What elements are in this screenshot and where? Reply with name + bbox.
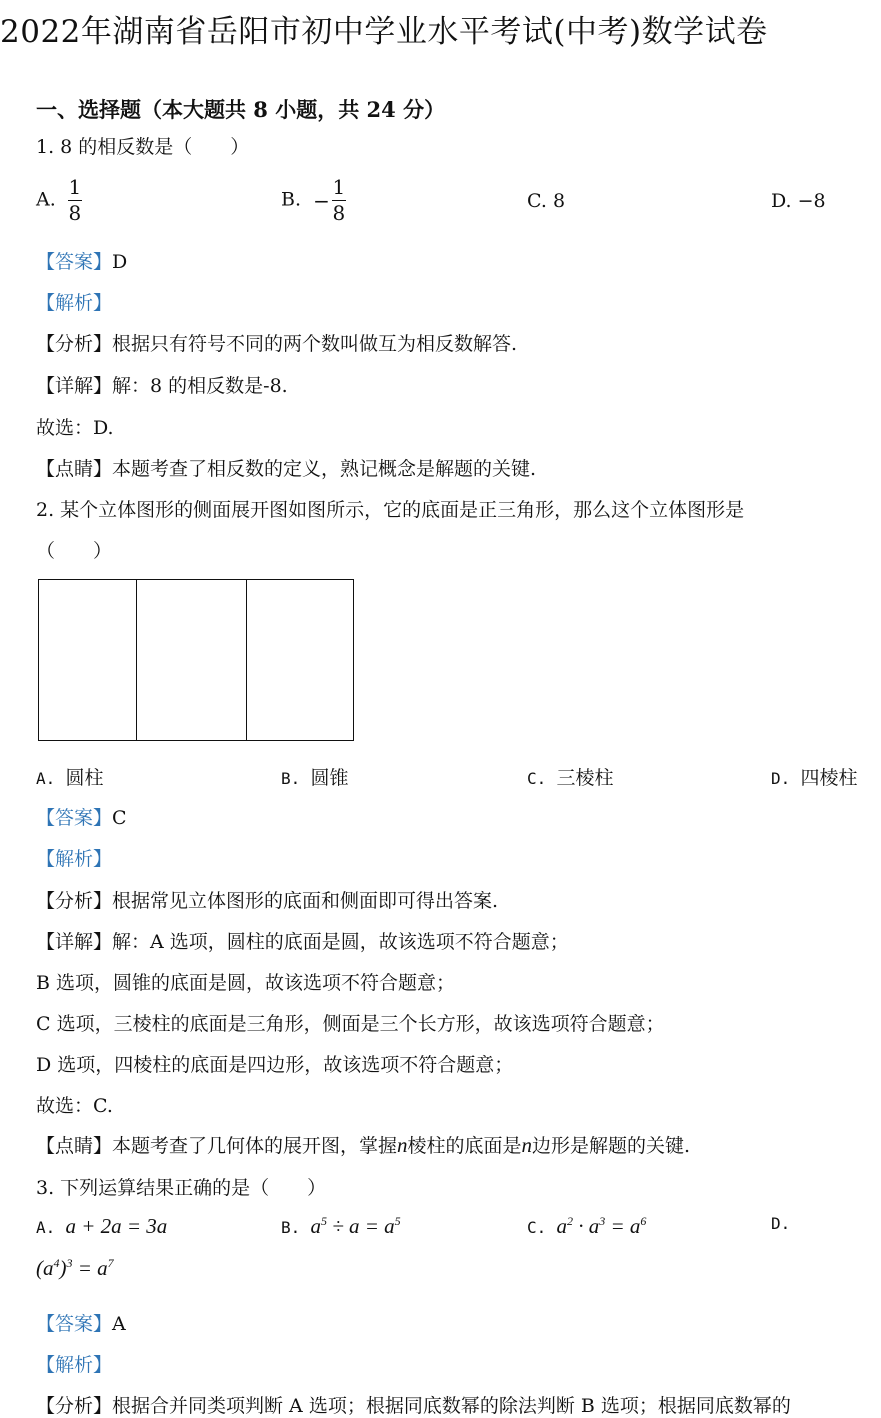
xiangjie-text: 解：A 选项，圆柱的底面是圆，故该选项不符合题意； [112,931,569,953]
question-3-stem: 3. 下列运算结果正确的是（ ） [36,1177,327,1199]
math-variable-n: n [397,1133,408,1157]
q2-fenxi [36,886,498,913]
answer-value: D [112,251,128,273]
math-expression [556,1214,646,1238]
numerator: 1 [332,175,346,199]
option-label: A. [36,769,56,788]
minus-sign: − [313,188,330,213]
fraction [68,176,82,225]
option-label: B. [281,1218,301,1237]
q2-line-c: C 选项，三棱柱的底面是三角形，侧面是三个长方形，故该选项符合题意； [36,1013,665,1035]
math-exponent: 2 [566,1214,573,1228]
question-2-stem-cont: （ ） [36,540,113,562]
xiangjie-tag: 【详解】 [36,931,113,953]
dianjing-text: 棱柱的底面是 [407,1135,522,1157]
page-title: 2022年湖南省岳阳市初中学业水平考试(中考)数学试卷 [0,14,768,50]
denominator: 8 [68,201,82,225]
math-base: a [310,1214,321,1238]
math-base: a [556,1214,567,1238]
xiangjie-text: 解：8 的相反数是-8. [112,375,288,397]
option-label: A. [36,1218,56,1237]
q2-line-d: D 选项，四棱柱的底面是四边形，故该选项不符合题意； [36,1054,514,1076]
math-exponent: 5 [320,1214,327,1228]
math-exponent: 5 [394,1214,401,1228]
fenxi-tag: 【分析】 [36,890,113,912]
math-exponent: 3 [599,1214,606,1228]
fenxi-text: 根据合并同类项判断 A 选项；根据同底数幂的除法判断 B 选项；根据同底数幂的 [112,1395,791,1417]
answer-tag: 【答案】 [36,807,113,829]
q2-xiangjie [36,927,569,954]
q3-option-d-label [771,1214,790,1233]
option-label: B. [281,769,301,788]
q3-option-a [36,1214,167,1239]
q2-option-a [36,763,103,790]
option-label: C. [527,1218,547,1237]
math-operator: = [605,1214,630,1238]
q1-analysis-tag: 【解析】 [36,292,113,314]
answer-tag: 【答案】 [36,1313,113,1335]
math-expression: a + 2a = 3a [65,1214,168,1238]
dianjing-text: 本题考查了相反数的定义，熟记概念是解题的关键. [112,458,537,480]
answer-value: A [112,1313,126,1335]
q1-option-a [36,176,82,225]
q1-option-b [281,176,346,225]
q2-option-d [771,763,857,790]
q1-option-c: C. 8 [527,190,566,212]
math-base: a [629,1214,641,1238]
fenxi-tag: 【分析】 [36,1395,113,1417]
q3-fenxi [36,1391,791,1418]
q2-choose: 故选：C. [36,1095,113,1117]
math-exponent: 6 [640,1214,647,1228]
math-base: a [97,1256,108,1280]
q2-line-b: B 选项，圆锥的底面是圆，故该选项不符合题意； [36,972,456,994]
question-2-stem: 2. 某个立体图形的侧面展开图如图所示，它的底面是正三角形，那么这个立体图形是 [36,499,745,521]
math-exponent: 3 [66,1256,73,1270]
option-label: D. [771,1214,791,1233]
math-base: a [588,1214,600,1238]
q3-answer [36,1309,126,1336]
answer-value: C [112,807,127,829]
question-1-stem: 1. 8 的相反数是（ ） [36,136,250,158]
dianjing-tag: 【点睛】 [36,458,113,480]
q1-xiangjie [36,371,288,398]
fenxi-text: 根据常见立体图形的底面和侧面即可得出答案. [112,890,499,912]
option-text: 圆柱 [65,767,104,789]
answer-tag: 【答案】 [36,251,113,273]
q3-option-b [281,1214,401,1239]
fraction [332,176,346,225]
math-expression [36,1256,114,1280]
net-figure [38,579,354,741]
q2-option-b [281,763,348,790]
fenxi-tag: 【分析】 [36,333,113,355]
math-paren: ) [59,1256,67,1280]
math-paren: ( [36,1256,43,1280]
math-base: a [384,1214,395,1238]
math-operator: = [72,1256,98,1280]
q3-analysis-tag: 【解析】 [36,1354,113,1376]
dianjing-tag: 【点睛】 [36,1135,113,1157]
math-variable-n: n [521,1133,533,1157]
numerator: 1 [68,175,82,199]
q2-analysis-tag: 【解析】 [36,848,113,870]
math-exponent: 7 [107,1256,114,1270]
denominator: 8 [332,201,346,225]
q1-fenxi [36,329,517,356]
dianjing-text: 边形是解题的关键. [532,1135,691,1157]
math-operator: ÷ a = [326,1214,385,1238]
q2-dianjing [36,1131,690,1158]
q3-option-d [36,1256,114,1281]
fold-line [136,580,137,740]
dianjing-text: 本题考查了几何体的展开图，掌握 [112,1135,398,1157]
q2-answer [36,803,127,830]
option-text: 圆锥 [310,767,349,789]
option-label: A. [36,188,56,211]
math-exponent: 4 [53,1256,60,1270]
option-text: 四棱柱 [800,767,858,789]
q1-option-d: D. −8 [771,190,826,212]
q2-option-c [527,763,613,790]
q3-option-c [527,1214,646,1239]
q1-choose: 故选：D. [36,417,114,439]
q1-answer [36,247,127,274]
math-base: a [43,1256,54,1280]
option-text: 三棱柱 [556,767,614,789]
fold-line [246,580,247,740]
option-label: D. [771,769,791,788]
xiangjie-tag: 【详解】 [36,375,113,397]
fenxi-text: 根据只有符号不同的两个数叫做互为相反数解答. [112,333,518,355]
q1-dianjing [36,454,536,481]
section-heading: 一、选择题（本大题共 8 小题，共 24 分） [36,97,446,122]
option-label: B. [281,188,302,211]
option-label: C. [527,769,547,788]
math-expression [310,1214,400,1238]
math-operator: · [572,1214,589,1238]
